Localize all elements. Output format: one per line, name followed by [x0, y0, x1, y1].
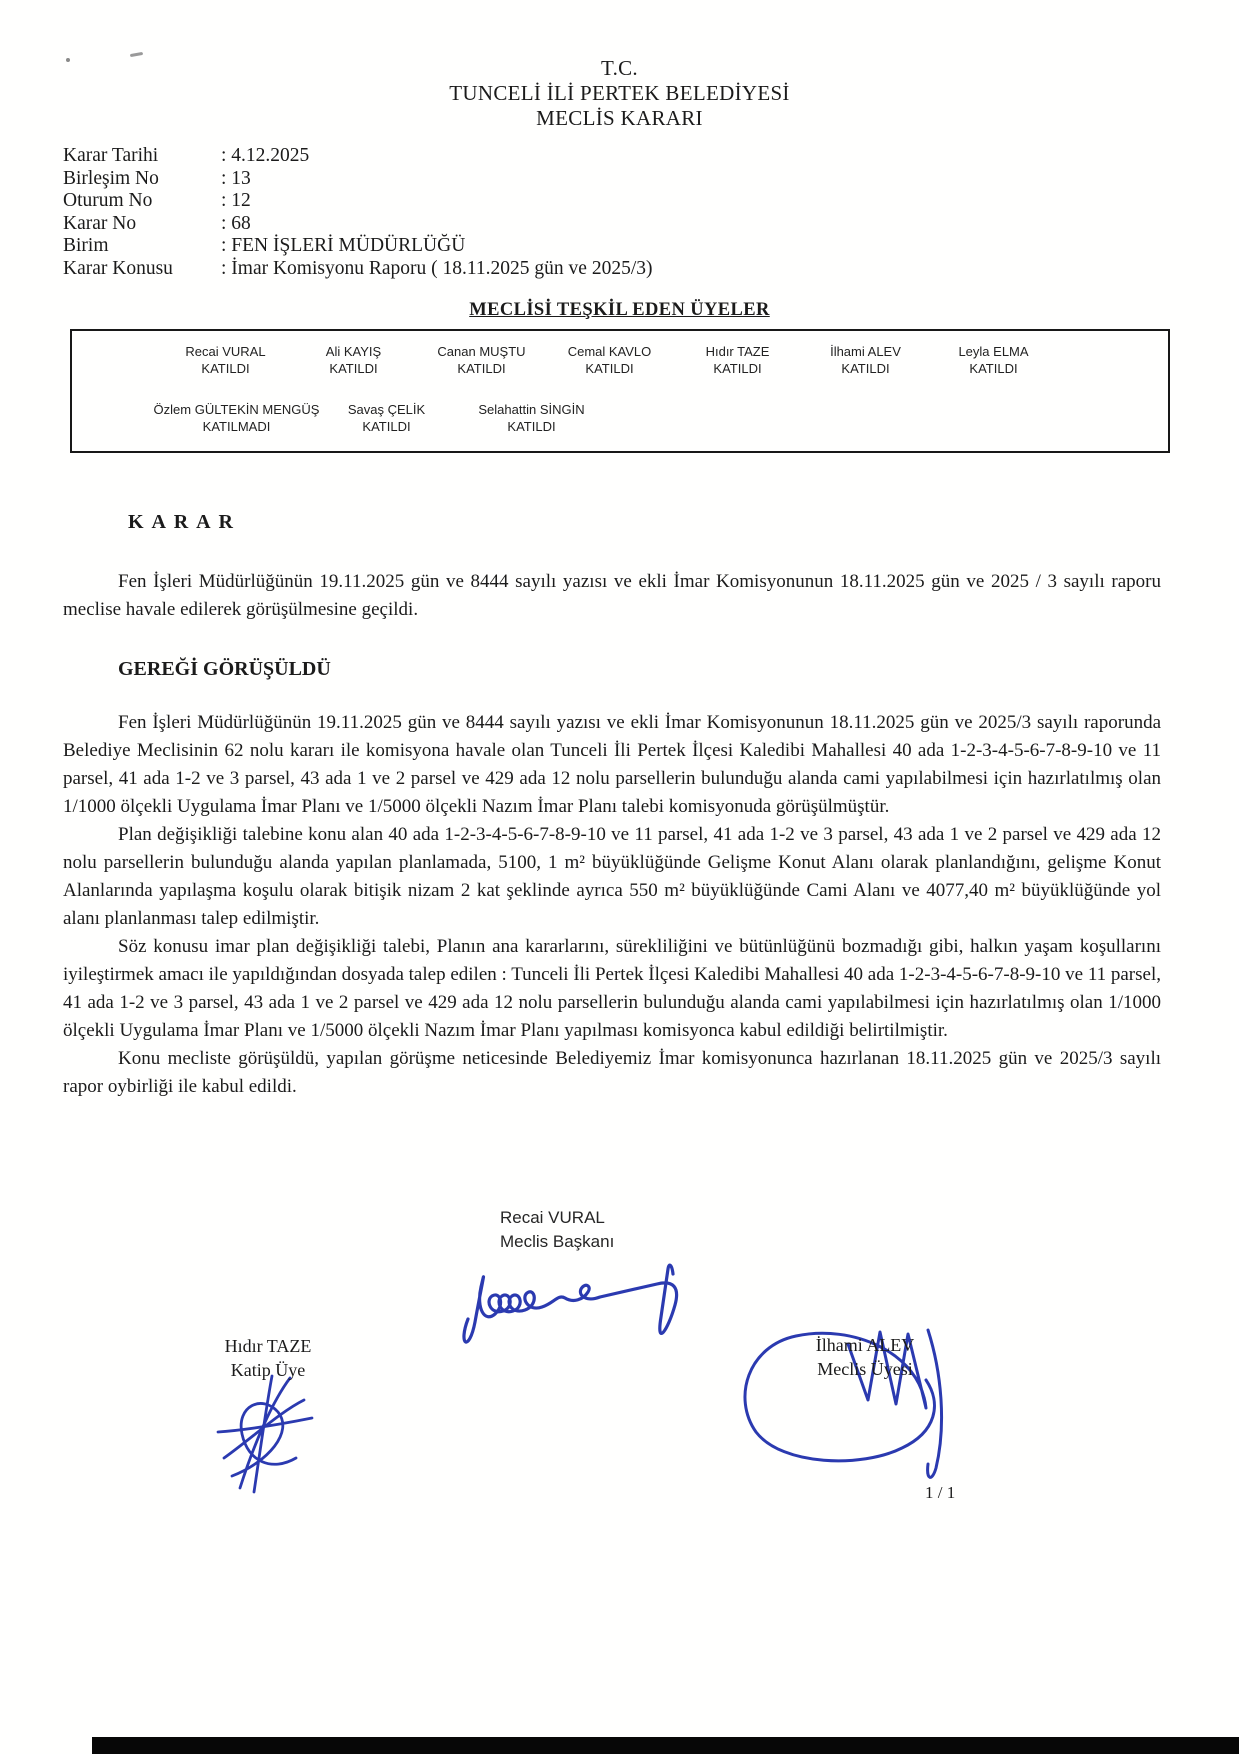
meta-value: : 12 — [221, 190, 251, 211]
meta-label: Karar Konusu — [63, 257, 173, 279]
meta-label: Birim — [63, 235, 109, 256]
member-attendance: KATILDI — [201, 361, 250, 376]
members-table — [70, 329, 1170, 453]
signature-block-clerk — [178, 1334, 358, 1382]
member-attendance: KATILDI — [585, 361, 634, 376]
member-name: Leyla ELMA — [958, 344, 1029, 359]
member-name: Selahattin SİNGİN — [478, 402, 585, 417]
decision-subheading: GEREĞİ GÖRÜŞÜLDÜ — [118, 658, 331, 680]
decision-paragraph: Plan değişikliği talebine konu alan 40 ada 1-2-3-4-5-6-7-8-9-10 ve 11 parsel, 41 ada 1-2 ve 3 parsel, 43 ada 1 ve 2 parsel ve 429 ada 12 nolu parsellerin bulunduğu alanda yapılan planlamada, 5100, 1 m² büyüklüğünde Gelişme Konut Alanı olarak planlandığını, gelişme Konut Alanlarında yapılaşma koşulu olarak bitişik nizam 2 kat şeklinde ayrıca 550 m² büyüklüğünde Cami Alanı ve 4077,40 m² büyüklüğünde yol alanı planlanması talep edilmiştir. — [63, 824, 1161, 929]
member-name: İlhami ALEV — [830, 344, 901, 359]
meta-value: : 4.12.2025 — [221, 145, 310, 166]
scan-dot-artifact — [66, 58, 70, 62]
member-attendance: KATILDI — [713, 361, 762, 376]
member-cell — [342, 401, 432, 435]
meta-row-oturum-no — [63, 190, 1239, 213]
meta-value: : FEN İŞLERİ MÜDÜRLÜĞÜ — [221, 235, 466, 256]
meta-row-karar-konusu — [63, 258, 1239, 281]
member-attendance: KATILDI — [969, 361, 1018, 376]
member-cell — [546, 343, 674, 377]
decision-paragraph: Söz konusu imar plan değişikliği talebi, Planın ana kararlarını, sürekliliğini ve bütünlüğünü bozmadığı gibi, halkın yaşam koşullarını iyileştirmek amacı ile yapıldığından dosyada talep edilen : Tunceli İli Pertek İlçesi Kaledibi Mahallesi 40 ada 1-2-3-4-5-6-7-8-9-10 ve 11 parsel, 41 ada 1-2 ve 3 parsel, 43 ada 1 ve 2 parsel ve 429 ada 12 nolu parsellerin bulunduğu alanda cami yapılabilmesi için hazırlatılmış olan 1/1000 ölçekli Uygulama İmar Planı ve 1/5000 ölçekli Nazım İmar Planı yapılması komisyonca kabul edildiği belirtilmiştir. — [63, 936, 1161, 1041]
decision-intro-paragraph: Fen İşleri Müdürlüğünün 19.11.2025 gün ve 8444 sayılı yazısı ve ekli İmar Komisyonunun 18.11.2025 gün ve 2025 / 3 sayılı raporu meclise havale edilerek görüşülmesine geçildi. — [63, 571, 1161, 620]
member-signer-title: Meclis Üyesi — [817, 1359, 913, 1379]
signature-block-president — [500, 1206, 614, 1254]
decision-paragraph: Fen İşleri Müdürlüğünün 19.11.2025 gün ve 8444 sayılı yazısı ve ekli İmar Komisyonunun 18.11.2025 gün ve 2025/3 sayılı raporunda Belediye Meclisinin 62 nolu kararı ile komisyona havale olan Tunceli İli Pertek İlçesi Kaledibi Mahallesi 40 ada 1-2-3-4-5-6-7-8-9-10 ve 11 parsel, 41 ada 1-2 ve 3 parsel, 43 ada 1 ve 2 parsel ve 429 ada 12 nolu parsellerin bulunduğu alanda cami yapılabilmesi için hazırlatılmış olan 1/1000 ölçekli Uygulama İmar Planı ve 1/5000 ölçekli Nazım İmar Planı talebi komisyonuda görüşülmüştür. — [63, 712, 1161, 817]
member-name: Savaş ÇELİK — [347, 402, 426, 417]
decision-metadata — [63, 145, 1239, 280]
president-title: Meclis Başkanı — [500, 1232, 615, 1251]
member-name: Canan MUŞTU — [437, 344, 526, 359]
member-name: Hıdır TAZE — [705, 344, 770, 359]
meta-label: Karar Tarihi — [63, 145, 159, 166]
member-cell — [418, 343, 546, 377]
member-attendance: KATILDI — [841, 361, 890, 376]
member-cell — [802, 343, 930, 377]
clerk-signature-icon — [200, 1372, 335, 1497]
document-header — [0, 0, 1239, 131]
member-attendance: KATILMADI — [202, 419, 271, 434]
president-signature-icon — [452, 1245, 762, 1360]
meta-label: Oturum No — [63, 190, 153, 211]
meta-row-birim — [63, 235, 1239, 258]
members-row-1 — [72, 343, 1168, 377]
members-table-title: MECLİSİ TEŞKİL EDEN ÜYELER — [469, 300, 770, 320]
meta-label: Karar No — [63, 212, 137, 234]
header-doc-type: MECLİS KARARI — [536, 106, 703, 130]
member-cell — [152, 401, 322, 435]
meta-value: : 68 — [221, 212, 251, 234]
member-cell — [674, 343, 802, 377]
president-name: Recai VURAL — [500, 1208, 605, 1227]
member-name: Ali KAYIŞ — [325, 344, 382, 359]
page-number: 1 / 1 — [925, 1483, 956, 1502]
header-republic: T.C. — [601, 56, 638, 80]
member-cell — [162, 343, 290, 377]
signature-block-member — [775, 1333, 955, 1381]
header-municipality: TUNCELİ İLİ PERTEK BELEDİYESİ — [449, 81, 790, 105]
clerk-name: Hıdır TAZE — [224, 1336, 312, 1356]
decision-paragraph: Konu mecliste görüşüldü, yapılan görüşme neticesinde Belediyemiz İmar komisyonunca hazırlanan 18.11.2025 gün ve 2025/3 sayılı rapor oybirliği ile kabul edildi. — [63, 1048, 1161, 1097]
meta-row-birlesim-no — [63, 168, 1239, 191]
meta-value: : 13 — [221, 167, 251, 189]
meta-value: : İmar Komisyonu Raporu ( 18.11.2025 gün ve 2025/3) — [221, 257, 653, 279]
meta-row-karar-tarihi — [63, 145, 1239, 168]
member-cell — [290, 343, 418, 377]
member-attendance: KATILDI — [457, 361, 506, 376]
member-name: Cemal KAVLO — [567, 344, 652, 359]
decision-intro-block — [63, 568, 1161, 624]
member-attendance: KATILDI — [329, 361, 378, 376]
member-signer-name: İlhami ALEV — [815, 1335, 915, 1355]
member-attendance: KATILDI — [362, 419, 411, 434]
decision-heading: K A R A R — [128, 511, 235, 533]
member-name: Özlem GÜLTEKİN MENGÜŞ — [153, 402, 320, 417]
member-name: Recai VURAL — [185, 344, 266, 359]
member-attendance: KATILDI — [507, 419, 556, 434]
meta-label: Birleşim No — [63, 167, 159, 189]
decision-body — [63, 709, 1161, 1101]
clerk-title: Katip Üye — [230, 1360, 306, 1380]
members-row-2 — [72, 401, 1168, 435]
meta-row-karar-no — [63, 213, 1239, 236]
member-cell — [930, 343, 1058, 377]
scan-edge-bar — [92, 1737, 1239, 1754]
member-cell — [467, 401, 597, 435]
